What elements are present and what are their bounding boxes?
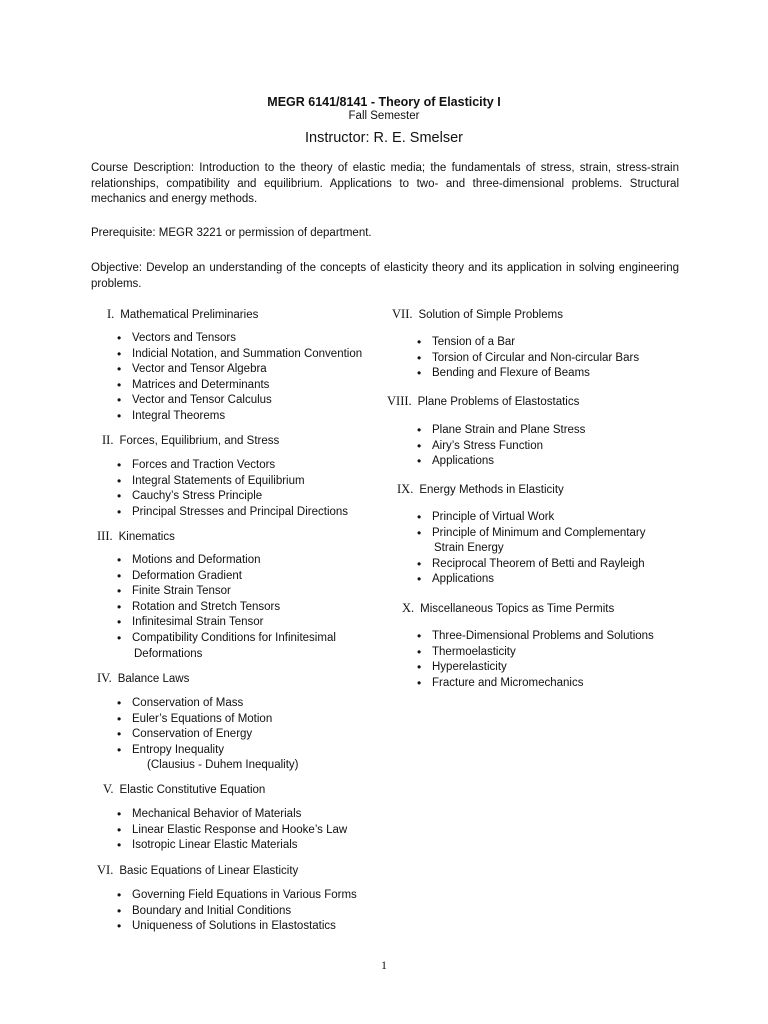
section-numeral: VIII. — [387, 394, 412, 408]
section-numeral: X. — [402, 601, 415, 615]
list-item: • Vector and Tensor Algebra — [117, 362, 362, 378]
section-item-list — [417, 629, 654, 691]
prerequisite: Prerequisite: MEGR 3221 or permission of department. — [91, 227, 372, 239]
semester-label: Fall Semester — [348, 110, 420, 122]
page-number: 1 — [381, 958, 387, 972]
list-item: • Matrices and Determinants — [117, 378, 362, 394]
list-item: • Infinitesimal Strain Tensor — [117, 615, 336, 631]
section-item-list — [117, 553, 336, 662]
list-item: • Three-Dimensional Problems and Solutions — [417, 629, 654, 645]
section-numeral: IV. — [97, 671, 112, 685]
section-title: Solution of Simple Problems — [418, 309, 563, 321]
list-item: • Vector and Tensor Calculus — [117, 393, 362, 409]
document-title: MEGR 6141/8141 - Theory of Elasticity I — [267, 95, 501, 109]
section-title: Miscellaneous Topics as Time Permits — [420, 603, 615, 615]
section-heading — [402, 601, 614, 616]
list-item: • Mechanical Behavior of Materials — [117, 807, 347, 823]
list-item: • Vectors and Tensors — [117, 331, 362, 347]
list-item: • Principle of Minimum and Complementary — [417, 526, 645, 542]
course-description: Course Description: Introduction to the theory of elastic media; the fundamentals of stress, strain, stress-strain relationships, compatibility and equilibrium. Applications to two- and three-dimensional problems. Structural mechanics and energy methods. — [91, 162, 679, 205]
list-item-continuation: (Clausius - Duhem Inequality) — [147, 759, 299, 772]
section-heading — [97, 671, 189, 686]
objective: Objective: Develop an understanding of the concepts of elasticity theory and its application in solving engineering problems. — [91, 262, 679, 290]
section-item-list — [417, 510, 645, 588]
section-item-list — [117, 331, 362, 425]
list-item: • Reciprocal Theorem of Betti and Rayleigh — [417, 557, 645, 573]
section-heading — [103, 782, 265, 797]
list-item: • Tension of a Bar — [417, 335, 639, 351]
list-item: • Entropy Inequality — [117, 743, 298, 759]
list-item: • Uniqueness of Solutions in Elastostatics — [117, 919, 357, 935]
section-heading — [102, 433, 279, 448]
section-item-list — [117, 807, 347, 854]
list-item: • Hyperelasticity — [417, 660, 654, 676]
section-title: Energy Methods in Elasticity — [419, 484, 564, 496]
list-item: • Torsion of Circular and Non-circular Bars — [417, 351, 639, 367]
section-numeral: V. — [103, 782, 114, 796]
section-heading — [97, 863, 298, 878]
section-item-list — [117, 696, 298, 774]
list-item: • Plane Strain and Plane Stress — [417, 423, 585, 439]
list-item: • Principle of Virtual Work — [417, 510, 645, 526]
section-title: Mathematical Preliminaries — [120, 309, 259, 321]
section-numeral: II. — [102, 433, 114, 447]
instructor-line: Instructor: R. E. Smelser — [305, 130, 463, 146]
list-item: • Applications — [417, 572, 645, 588]
section-title: Forces, Equilibrium, and Stress — [119, 435, 280, 447]
section-item-list — [117, 888, 357, 935]
section-item-list — [417, 335, 639, 382]
list-item: • Airy’s Stress Function — [417, 439, 585, 455]
section-item-list — [417, 423, 585, 470]
section-title: Plane Problems of Elastostatics — [417, 396, 580, 408]
list-item-continuation: Strain Energy — [434, 542, 504, 555]
list-item: • Fracture and Micromechanics — [417, 676, 654, 692]
section-title: Elastic Constitutive Equation — [119, 784, 266, 796]
section-numeral: VI. — [97, 863, 114, 877]
list-item: • Compatibility Conditions for Infinitesimal — [117, 631, 336, 647]
section-numeral: VII. — [392, 307, 413, 321]
section-numeral: IX. — [397, 482, 414, 496]
list-item: • Conservation of Energy — [117, 727, 298, 743]
list-item: • Indicial Notation, and Summation Convention — [117, 347, 362, 363]
list-item: • Applications — [417, 454, 585, 470]
section-title: Kinematics — [118, 531, 175, 543]
list-item: • Boundary and Initial Conditions — [117, 904, 357, 920]
list-item: • Finite Strain Tensor — [117, 584, 336, 600]
list-item: • Linear Elastic Response and Hooke’s Law — [117, 823, 347, 839]
list-item: • Bending and Flexure of Beams — [417, 366, 639, 382]
list-item: • Euler’s Equations of Motion — [117, 712, 298, 728]
list-item: • Forces and Traction Vectors — [117, 458, 348, 474]
section-title: Balance Laws — [117, 673, 190, 685]
list-item: • Isotropic Linear Elastic Materials — [117, 838, 347, 854]
section-numeral: III. — [97, 529, 113, 543]
list-item: • Governing Field Equations in Various Forms — [117, 888, 357, 904]
list-item: • Deformation Gradient — [117, 569, 336, 585]
section-heading — [97, 529, 175, 544]
section-item-list — [117, 458, 348, 520]
section-heading — [107, 307, 258, 322]
list-item: • Cauchy’s Stress Principle — [117, 489, 348, 505]
list-item: • Thermoelasticity — [417, 645, 654, 661]
section-heading — [397, 482, 564, 497]
list-item: • Integral Statements of Equilibrium — [117, 474, 348, 490]
list-item: • Motions and Deformation — [117, 553, 336, 569]
section-heading — [387, 394, 579, 409]
section-numeral: I. — [107, 307, 115, 321]
list-item: • Integral Theorems — [117, 409, 362, 425]
list-item-continuation: Deformations — [134, 647, 203, 660]
list-item: • Rotation and Stretch Tensors — [117, 600, 336, 616]
list-item: • Conservation of Mass — [117, 696, 298, 712]
section-heading — [392, 307, 563, 322]
section-title: Basic Equations of Linear Elasticity — [119, 865, 299, 877]
list-item: • Principal Stresses and Principal Directions — [117, 505, 348, 521]
